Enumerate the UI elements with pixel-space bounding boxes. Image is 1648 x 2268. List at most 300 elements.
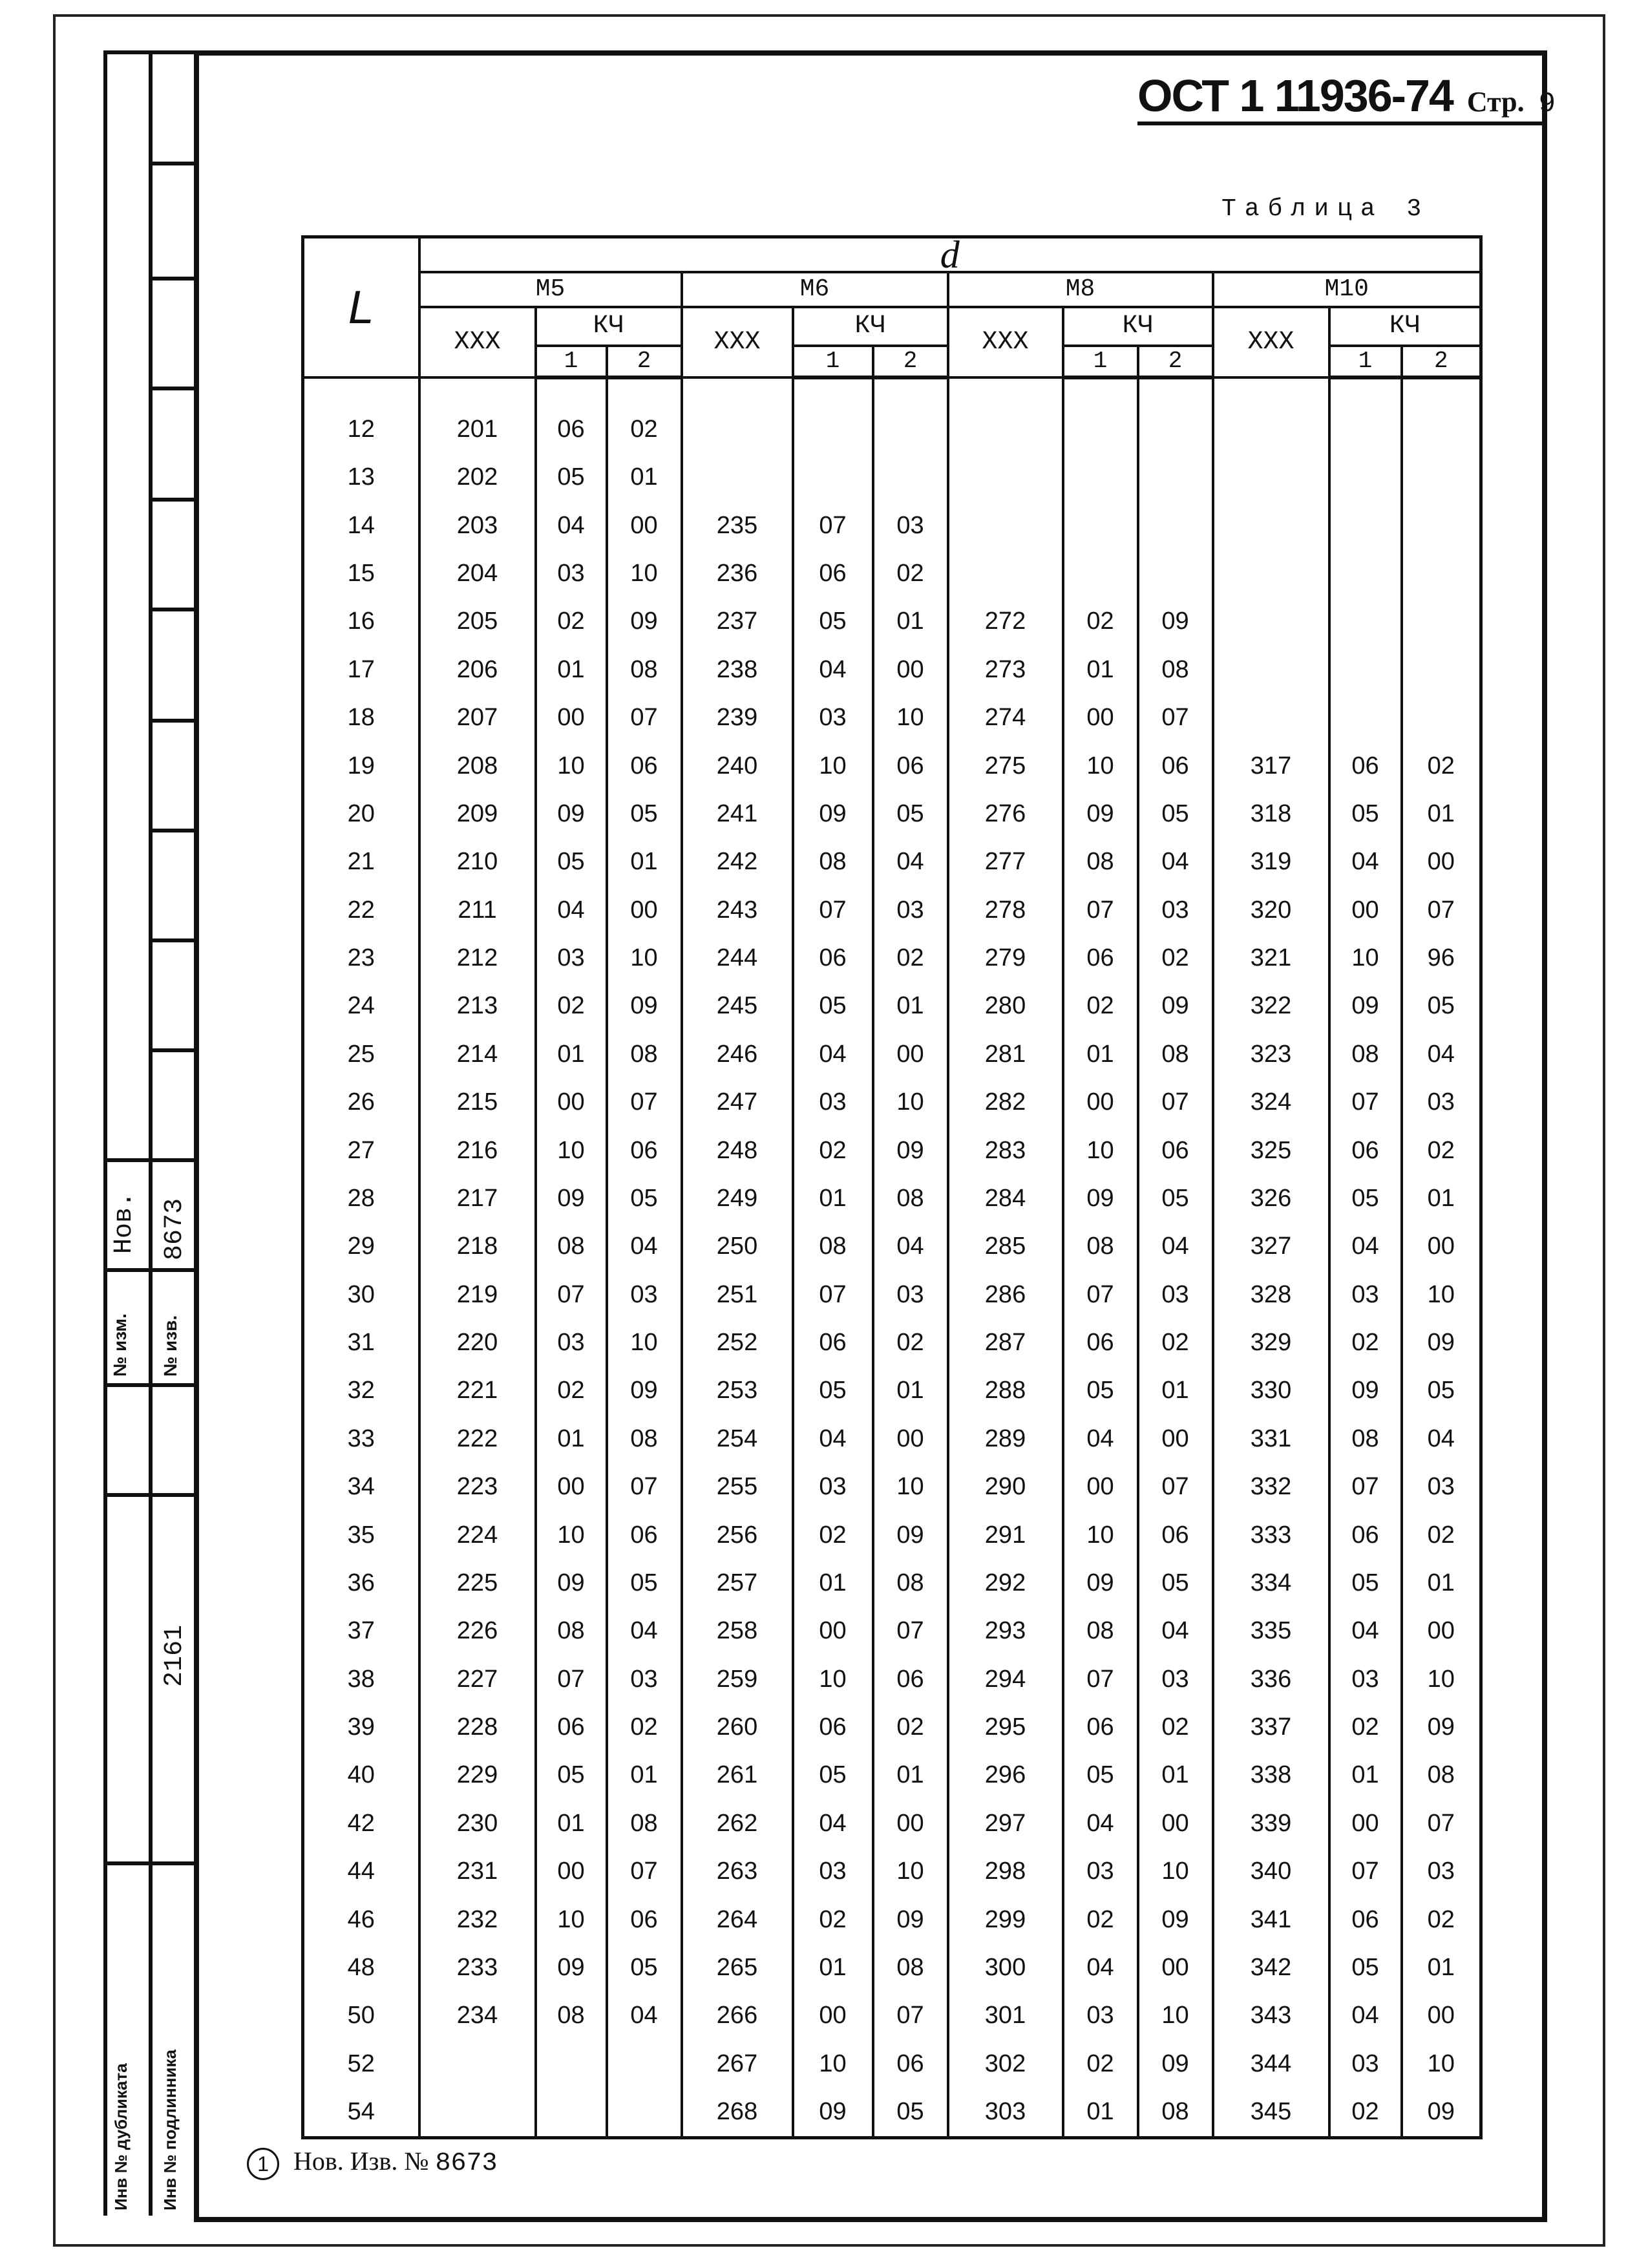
table-cell: 03 [1402, 1463, 1481, 1510]
length-cell: 22 [303, 886, 419, 934]
length-cell: 15 [303, 549, 419, 597]
table-cell: 334 [1213, 1559, 1329, 1607]
table-cell [1213, 694, 1329, 741]
table-cell: 00 [873, 1799, 948, 1847]
table-cell [873, 454, 948, 502]
table-cell: 08 [1138, 2088, 1213, 2137]
table-cell: 04 [1063, 1799, 1138, 1847]
kch-sub-header: 1 [1329, 346, 1402, 377]
table-cell: 01 [1402, 790, 1481, 838]
table-row [303, 1030, 1481, 1078]
table-cell: 240 [682, 742, 793, 790]
table-cell: 01 [607, 1752, 682, 1799]
header-underline [1137, 122, 1545, 125]
xxx-header: XXX [682, 307, 793, 377]
table-cell: 329 [1213, 1319, 1329, 1366]
page-number: 9 [1538, 88, 1556, 120]
table-cell: 06 [1138, 1511, 1213, 1559]
table-cell: 219 [419, 1271, 536, 1319]
length-cell: 19 [303, 742, 419, 790]
table-cell: 02 [1329, 1319, 1402, 1366]
table-cell: 07 [1402, 886, 1481, 934]
stamp-original-label: Инв № подлинника [160, 2050, 180, 2210]
table-cell: 09 [1329, 982, 1402, 1030]
table-cell [1063, 549, 1138, 597]
table-row [303, 982, 1481, 1030]
table-row [303, 1992, 1481, 2040]
table-cell: 10 [1402, 2040, 1481, 2088]
size-header-m10: M10 [1213, 272, 1481, 307]
table-cell: 325 [1213, 1127, 1329, 1174]
table-cell [1063, 502, 1138, 549]
table-cell: 09 [793, 2088, 873, 2137]
table-cell: 09 [536, 1174, 607, 1222]
table-row [303, 1223, 1481, 1271]
table-cell: 09 [607, 598, 682, 646]
table-cell [1213, 598, 1329, 646]
table-cell: 08 [1138, 646, 1213, 694]
table-cell: 09 [873, 1896, 948, 1944]
table-cell: 232 [419, 1896, 536, 1944]
table-row [303, 886, 1481, 934]
table-cell: 03 [1138, 1655, 1213, 1703]
table-cell: 221 [419, 1367, 536, 1415]
table-cell: 326 [1213, 1174, 1329, 1222]
table-cell: 01 [1402, 1944, 1481, 1991]
table-cell [793, 454, 873, 502]
table-cell: 06 [607, 1511, 682, 1559]
table-cell: 00 [873, 1415, 948, 1463]
table-row [303, 1319, 1481, 1366]
length-cell: 27 [303, 1127, 419, 1174]
table-cell: 01 [536, 646, 607, 694]
table-cell: 09 [1138, 1896, 1213, 1944]
table-cell: 08 [1138, 1030, 1213, 1078]
table-cell: 298 [948, 1847, 1063, 1895]
table-cell: 225 [419, 1559, 536, 1607]
table-cell: 02 [793, 1127, 873, 1174]
table-cell [1329, 454, 1402, 502]
table-cell: 262 [682, 1799, 793, 1847]
table-cell [419, 2040, 536, 2088]
table-cell: 10 [1063, 742, 1138, 790]
table-cell: 05 [607, 1559, 682, 1607]
table-row [303, 1271, 1481, 1319]
table-cell: 260 [682, 1703, 793, 1751]
table-cell: 06 [536, 1703, 607, 1751]
table-cell [607, 2040, 682, 2088]
table-cell: 238 [682, 646, 793, 694]
stamp-new-label: Нов. [110, 1191, 139, 1254]
kch-header: КЧ [1063, 307, 1213, 346]
table-row [303, 1078, 1481, 1126]
table-cell: 07 [1138, 1463, 1213, 1510]
table-cell [1063, 454, 1138, 502]
stamp-change-label: № изм. [110, 1313, 130, 1377]
table-cell: 281 [948, 1030, 1063, 1078]
table-cell: 322 [1213, 982, 1329, 1030]
table-cell: 05 [873, 2088, 948, 2137]
table-cell: 03 [1329, 2040, 1402, 2088]
table-cell: 01 [1063, 1030, 1138, 1078]
table-cell: 00 [1063, 1463, 1138, 1510]
table-cell: 05 [793, 1752, 873, 1799]
table-row [303, 1703, 1481, 1751]
table-cell: 09 [1063, 790, 1138, 838]
table-row [303, 1607, 1481, 1655]
table-cell: 04 [1329, 838, 1402, 886]
table-cell: 08 [793, 1223, 873, 1271]
table-cell: 320 [1213, 886, 1329, 934]
table-cell: 05 [607, 1174, 682, 1222]
table-cell: 218 [419, 1223, 536, 1271]
table-cell: 06 [1138, 1127, 1213, 1174]
table-cell: 04 [1402, 1030, 1481, 1078]
table-row [303, 549, 1481, 597]
table-cell: 223 [419, 1463, 536, 1510]
table-cell: 04 [793, 1415, 873, 1463]
table-row [303, 1511, 1481, 1559]
table-cell: 07 [793, 502, 873, 549]
table-cell: 04 [873, 838, 948, 886]
table-cell [682, 454, 793, 502]
table-cell: 280 [948, 982, 1063, 1030]
table-cell: 02 [1329, 2088, 1402, 2137]
table-cell: 07 [1329, 1463, 1402, 1510]
length-cell: 30 [303, 1271, 419, 1319]
table-cell: 279 [948, 934, 1063, 982]
l-column-header: L [303, 237, 419, 378]
stamp-divider [149, 608, 198, 611]
kch-sub-header: 2 [873, 346, 948, 377]
table-cell: 03 [793, 1078, 873, 1126]
table-cell: 01 [1138, 1752, 1213, 1799]
table-cell: 05 [1402, 1367, 1481, 1415]
table-cell: 03 [1402, 1078, 1481, 1126]
kch-sub-header: 1 [793, 346, 873, 377]
table-cell: 00 [873, 646, 948, 694]
table-cell: 00 [536, 694, 607, 741]
table-cell: 02 [793, 1511, 873, 1559]
table-cell [1063, 405, 1138, 453]
table-cell: 05 [536, 1752, 607, 1799]
table-cell: 344 [1213, 2040, 1329, 2088]
table-cell: 203 [419, 502, 536, 549]
stamp-notice-label: № изв. [160, 1315, 180, 1377]
length-cell: 21 [303, 838, 419, 886]
table-cell: 06 [1329, 1127, 1402, 1174]
table-cell [1138, 454, 1213, 502]
table-cell: 10 [1063, 1511, 1138, 1559]
table-cell: 05 [793, 1367, 873, 1415]
table-cell: 08 [1063, 838, 1138, 886]
table-cell: 10 [793, 1655, 873, 1703]
table-row [303, 1752, 1481, 1799]
table-cell: 07 [536, 1655, 607, 1703]
length-cell: 20 [303, 790, 419, 838]
table-cell: 01 [1402, 1174, 1481, 1222]
table-cell: 00 [536, 1078, 607, 1126]
table-cell [1213, 549, 1329, 597]
table-cell: 214 [419, 1030, 536, 1078]
table-cell: 03 [607, 1655, 682, 1703]
table-cell [1138, 502, 1213, 549]
table-cell: 03 [536, 934, 607, 982]
table-cell: 07 [1138, 694, 1213, 741]
table-cell: 319 [1213, 838, 1329, 886]
table-cell: 235 [682, 502, 793, 549]
table-cell: 288 [948, 1367, 1063, 1415]
table-cell: 02 [536, 598, 607, 646]
table-cell: 03 [1063, 1847, 1138, 1895]
table-cell: 345 [1213, 2088, 1329, 2137]
table-cell: 292 [948, 1559, 1063, 1607]
table-cell: 00 [1402, 838, 1481, 886]
table-row [303, 742, 1481, 790]
table-cell: 07 [873, 1992, 948, 2040]
table-cell: 206 [419, 646, 536, 694]
table-cell: 00 [1063, 694, 1138, 741]
table-cell: 10 [1329, 934, 1402, 982]
table-cell: 213 [419, 982, 536, 1030]
table-cell: 06 [607, 1896, 682, 1944]
table-row [303, 1944, 1481, 1991]
table-cell: 00 [536, 1463, 607, 1510]
table-cell: 00 [793, 1607, 873, 1655]
table-cell [1402, 646, 1481, 694]
table-cell: 283 [948, 1127, 1063, 1174]
table-cell: 04 [536, 502, 607, 549]
table-cell: 04 [1063, 1944, 1138, 1991]
length-cell: 26 [303, 1078, 419, 1126]
table-cell: 226 [419, 1607, 536, 1655]
table-cell: 06 [607, 1127, 682, 1174]
table-cell: 338 [1213, 1752, 1329, 1799]
table-cell: 275 [948, 742, 1063, 790]
xxx-header: XXX [1213, 307, 1329, 377]
table-cell: 07 [1138, 1078, 1213, 1126]
table-cell: 07 [1329, 1078, 1402, 1126]
table-cell: 04 [1138, 1607, 1213, 1655]
table-cell: 233 [419, 1944, 536, 1991]
table-cell: 01 [536, 1799, 607, 1847]
table-cell: 258 [682, 1607, 793, 1655]
table-cell: 10 [536, 1127, 607, 1174]
table-cell [1402, 549, 1481, 597]
table-cell: 05 [1138, 1559, 1213, 1607]
table-cell: 222 [419, 1415, 536, 1463]
table-cell: 00 [1402, 1607, 1481, 1655]
table-cell: 02 [1402, 1127, 1481, 1174]
table-cell: 02 [1138, 934, 1213, 982]
table-cell: 09 [1402, 1703, 1481, 1751]
table-cell: 01 [1402, 1559, 1481, 1607]
table-cell: 08 [1063, 1607, 1138, 1655]
table-cell [948, 549, 1063, 597]
stamp-mid-line [149, 50, 153, 2216]
table-row [303, 694, 1481, 741]
length-cell: 32 [303, 1367, 419, 1415]
table-cell: 10 [607, 1319, 682, 1366]
table-cell: 02 [607, 405, 682, 453]
table-cell: 231 [419, 1847, 536, 1895]
table-cell [536, 2088, 607, 2137]
table-row [303, 2088, 1481, 2137]
table-cell: 00 [793, 1992, 873, 2040]
size-header-m8: M8 [948, 272, 1213, 307]
table-cell [1402, 694, 1481, 741]
table-cell: 10 [607, 549, 682, 597]
table-cell: 04 [1402, 1415, 1481, 1463]
table-cell: 10 [793, 2040, 873, 2088]
table-cell: 201 [419, 405, 536, 453]
xxx-header: XXX [419, 307, 536, 377]
table-cell: 09 [1138, 2040, 1213, 2088]
table-cell: 08 [873, 1559, 948, 1607]
table-cell: 10 [1063, 1127, 1138, 1174]
table-cell: 331 [1213, 1415, 1329, 1463]
footnote [247, 2146, 498, 2180]
table-cell: 08 [873, 1944, 948, 1991]
table-cell: 09 [1402, 1319, 1481, 1366]
table-cell: 02 [1402, 1896, 1481, 1944]
stamp-divider [149, 498, 198, 502]
table-cell: 202 [419, 454, 536, 502]
table-cell: 330 [1213, 1367, 1329, 1415]
table-row [303, 405, 1481, 453]
table-cell [1402, 454, 1481, 502]
table-cell: 01 [793, 1944, 873, 1991]
length-cell: 29 [303, 1223, 419, 1271]
table-cell: 302 [948, 2040, 1063, 2088]
kch-sub-header: 2 [1138, 346, 1213, 377]
table-cell: 00 [536, 1847, 607, 1895]
table-cell: 06 [873, 2040, 948, 2088]
table-cell: 211 [419, 886, 536, 934]
table-cell [1329, 502, 1402, 549]
footnote-marker: 1 [247, 2148, 279, 2180]
table-cell: 07 [607, 1847, 682, 1895]
table-cell: 03 [793, 1847, 873, 1895]
length-cell: 34 [303, 1463, 419, 1510]
table-row [303, 502, 1481, 549]
table-cell [948, 502, 1063, 549]
stamp-notice-value: 8673 [160, 1198, 189, 1260]
table-cell: 00 [1402, 1992, 1481, 2040]
table-cell: 04 [1138, 838, 1213, 886]
table-row [303, 1367, 1481, 1415]
length-cell: 13 [303, 454, 419, 502]
kch-sub-header: 2 [607, 346, 682, 377]
table-cell: 01 [1138, 1367, 1213, 1415]
table-row [303, 1463, 1481, 1510]
footnote-prefix: Нов. Изв. № [293, 2146, 429, 2176]
table-cell: 02 [1138, 1319, 1213, 1366]
standard-code: ОСТ 1 11936-74 [1137, 70, 1453, 121]
table-row [303, 646, 1481, 694]
table-cell: 10 [873, 694, 948, 741]
table-cell: 05 [793, 598, 873, 646]
table-cell: 09 [873, 1511, 948, 1559]
table-cell [1329, 694, 1402, 741]
table-cell: 08 [1329, 1415, 1402, 1463]
stamp-divider [103, 1861, 198, 1865]
table-cell: 264 [682, 1896, 793, 1944]
table-cell: 10 [536, 1896, 607, 1944]
table-cell: 07 [1402, 1799, 1481, 1847]
table-cell: 09 [536, 1944, 607, 1991]
length-cell: 12 [303, 405, 419, 453]
length-cell: 17 [303, 646, 419, 694]
table-spacer-row [303, 377, 1481, 405]
table-cell: 02 [873, 934, 948, 982]
table-cell: 337 [1213, 1703, 1329, 1751]
table-cell: 03 [793, 1463, 873, 1510]
table-cell: 00 [1138, 1799, 1213, 1847]
table-cell: 04 [607, 1992, 682, 2040]
table-cell: 02 [1063, 1896, 1138, 1944]
table-cell: 05 [1063, 1367, 1138, 1415]
table-cell: 253 [682, 1367, 793, 1415]
table-cell: 293 [948, 1607, 1063, 1655]
table-cell: 08 [1329, 1030, 1402, 1078]
length-cell: 16 [303, 598, 419, 646]
length-cell: 35 [303, 1511, 419, 1559]
length-cell: 14 [303, 502, 419, 549]
table-cell: 03 [536, 1319, 607, 1366]
table-cell: 03 [873, 1271, 948, 1319]
stamp-divider [149, 719, 198, 723]
table-cell: 06 [873, 1655, 948, 1703]
stamp-outer-line [103, 50, 107, 2216]
table-cell: 08 [1063, 1223, 1138, 1271]
table-cell [1402, 502, 1481, 549]
table-cell: 08 [536, 1607, 607, 1655]
size-header-m5: M5 [419, 272, 682, 307]
table-cell: 321 [1213, 934, 1329, 982]
table-cell: 339 [1213, 1799, 1329, 1847]
table-cell: 00 [873, 1030, 948, 1078]
table-cell: 229 [419, 1752, 536, 1799]
table-cell: 263 [682, 1847, 793, 1895]
table-cell: 08 [607, 1415, 682, 1463]
table-cell: 08 [793, 838, 873, 886]
table-cell: 07 [793, 1271, 873, 1319]
table-cell: 05 [873, 790, 948, 838]
table-cell: 03 [1138, 1271, 1213, 1319]
stamp-divider [149, 277, 198, 281]
table-cell: 342 [1213, 1944, 1329, 1991]
table-cell: 261 [682, 1752, 793, 1799]
table-cell: 282 [948, 1078, 1063, 1126]
table-cell: 02 [1402, 1511, 1481, 1559]
table-cell: 300 [948, 1944, 1063, 1991]
length-cell: 52 [303, 2040, 419, 2088]
table-cell: 01 [1063, 2088, 1138, 2137]
length-cell: 46 [303, 1896, 419, 1944]
table-cell: 04 [1329, 1223, 1402, 1271]
table-cell: 00 [607, 502, 682, 549]
table-cell: 09 [1329, 1367, 1402, 1415]
table-row [303, 790, 1481, 838]
length-cell: 36 [303, 1559, 419, 1607]
table-cell: 08 [536, 1223, 607, 1271]
table-cell: 303 [948, 2088, 1063, 2137]
table-cell: 02 [607, 1703, 682, 1751]
length-cell: 33 [303, 1415, 419, 1463]
table-cell: 03 [793, 694, 873, 741]
table-cell: 03 [1402, 1847, 1481, 1895]
